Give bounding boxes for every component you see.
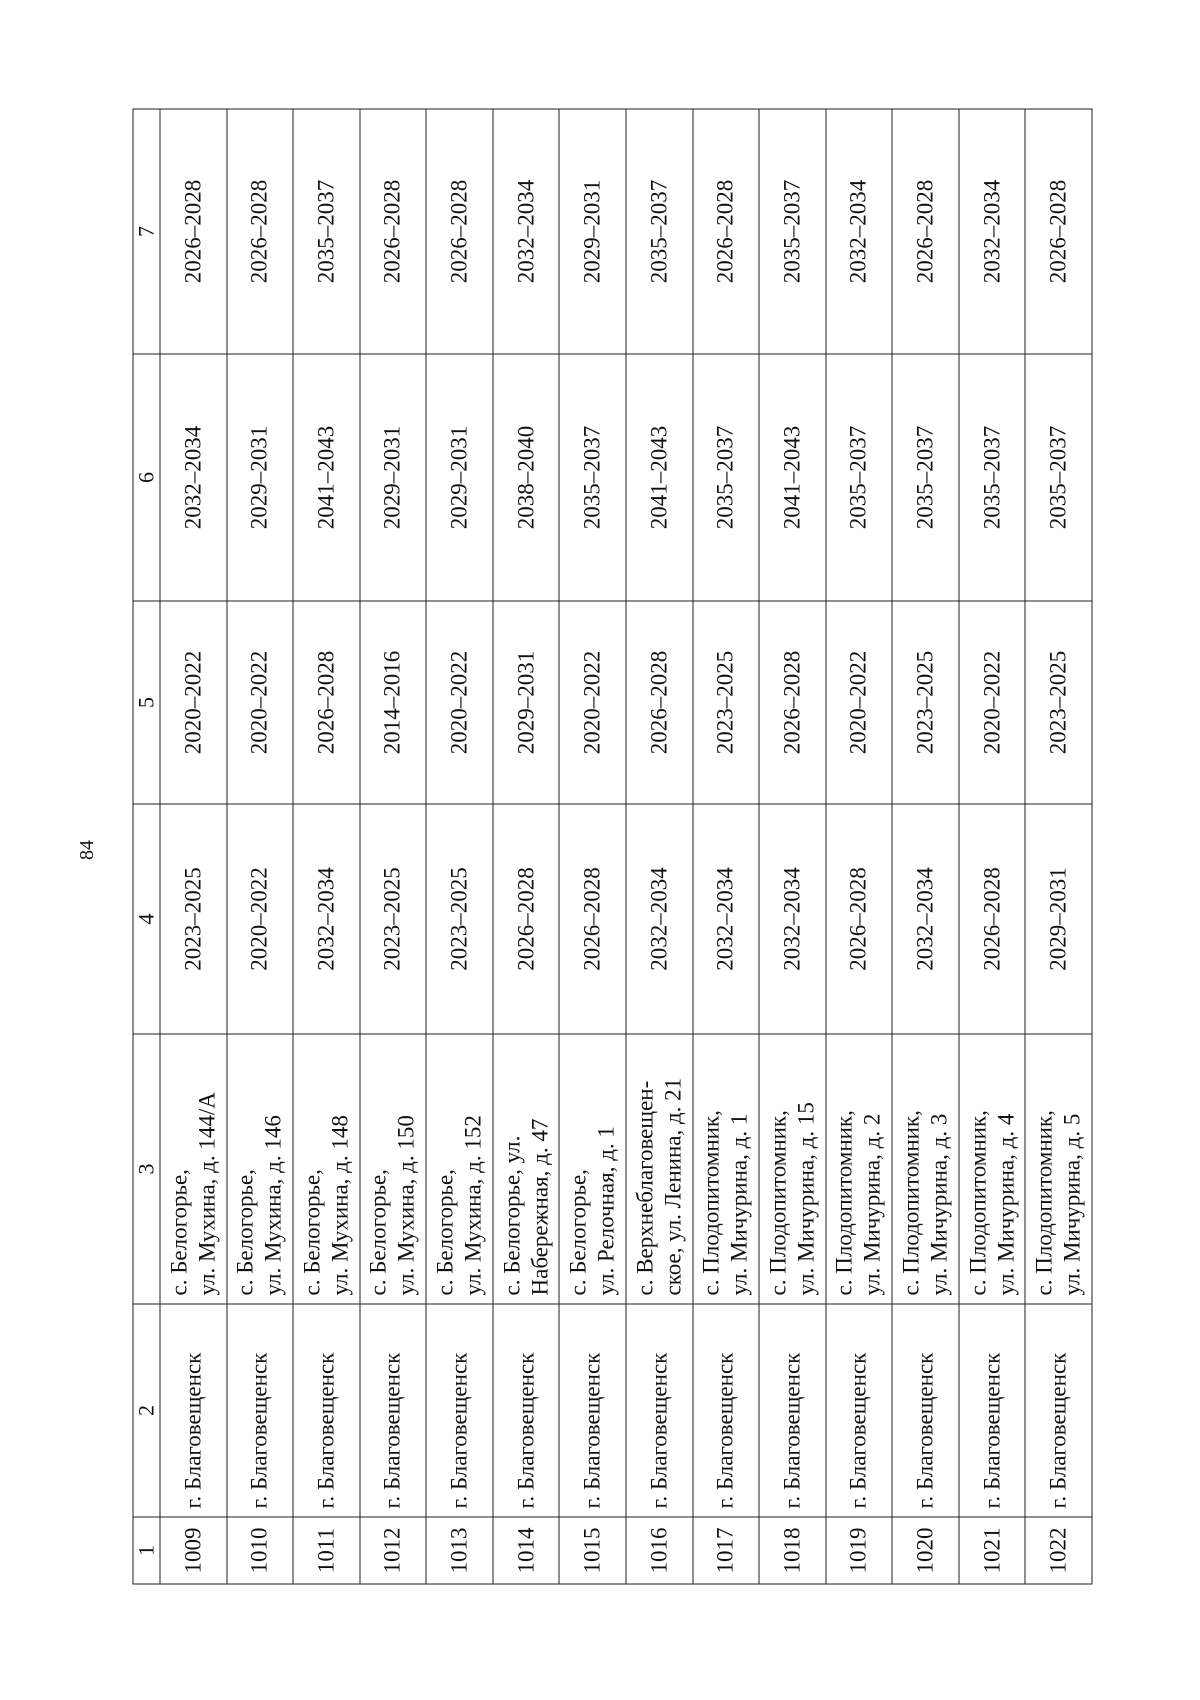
table-row xyxy=(692,109,759,1584)
address-cell xyxy=(426,1034,493,1304)
address-cell xyxy=(160,1034,227,1304)
table-row xyxy=(825,109,892,1584)
period-cell-col7: 2026–2028 xyxy=(892,109,959,354)
table-row xyxy=(1025,109,1092,1584)
period-cell-col4: 2023–2025 xyxy=(426,804,493,1034)
city-cell: г. Благовещенск xyxy=(160,1304,227,1517)
address-line: ул. Мухина, д. 150 xyxy=(393,1115,419,1296)
row-number-cell: 1014 xyxy=(492,1517,559,1584)
city-cell: г. Благовещенск xyxy=(892,1304,959,1517)
period-cell-col5: 2026–2028 xyxy=(625,601,692,804)
row-number-cell: 1013 xyxy=(426,1517,493,1584)
address-line: ул. Мичурина, д. 3 xyxy=(925,1113,951,1296)
address-cell xyxy=(759,1034,826,1304)
period-cell-col7: 2032–2034 xyxy=(492,109,559,354)
address-line: с. Плодопитомник, xyxy=(831,1110,857,1296)
address-line: с. Белогорье, xyxy=(298,1169,324,1296)
table-row xyxy=(226,109,293,1584)
address-line: Набережная, д. 47 xyxy=(526,1118,552,1296)
row-number-cell: 1009 xyxy=(160,1517,227,1584)
period-cell-col4: 2026–2028 xyxy=(559,804,626,1034)
address-line: ул. Мичурина, д. 4 xyxy=(992,1113,1018,1296)
period-cell-col7: 2026–2028 xyxy=(359,109,426,354)
address-cell xyxy=(825,1034,892,1304)
address-cell xyxy=(293,1034,360,1304)
row-number-cell: 1019 xyxy=(825,1517,892,1584)
address-line: ул. Мичурина, д. 15 xyxy=(792,1102,818,1296)
address-line: с. Белогорье, xyxy=(232,1169,258,1296)
address-line: с. Белогорье, ул. xyxy=(498,1135,524,1296)
address-line: с. Плодопитомник, xyxy=(764,1110,790,1296)
period-cell-col4: 2026–2028 xyxy=(492,804,559,1034)
address-line: ул. Мичурина, д. 2 xyxy=(859,1113,885,1296)
period-cell-col4: 2023–2025 xyxy=(359,804,426,1034)
period-cell-col5: 2020–2022 xyxy=(426,601,493,804)
row-number-cell: 1010 xyxy=(226,1517,293,1584)
address-line: ул. Мичурина, д. 5 xyxy=(1059,1113,1085,1296)
city-cell: г. Благовещенск xyxy=(359,1304,426,1517)
table-row xyxy=(492,109,559,1584)
period-cell-col6: 2041–2043 xyxy=(293,354,360,601)
period-cell-col5: 2014–2016 xyxy=(359,601,426,804)
table-header-row xyxy=(133,109,160,1584)
period-cell-col5: 2023–2025 xyxy=(692,601,759,804)
period-cell-col6: 2035–2037 xyxy=(692,354,759,601)
data-table xyxy=(132,109,1092,1585)
address-cell xyxy=(559,1034,626,1304)
address-cell xyxy=(692,1034,759,1304)
city-cell: г. Благовещенск xyxy=(759,1304,826,1517)
period-cell-col7: 2032–2034 xyxy=(825,109,892,354)
period-cell-col6: 2035–2037 xyxy=(559,354,626,601)
period-cell-col5: 2029–2031 xyxy=(492,601,559,804)
period-cell-col6: 2041–2043 xyxy=(759,354,826,601)
address-cell xyxy=(958,1034,1025,1304)
period-cell-col6: 2041–2043 xyxy=(625,354,692,601)
period-cell-col7: 2026–2028 xyxy=(1025,109,1092,354)
address-line: с. Белогорье, xyxy=(165,1169,191,1296)
address-line: с. Плодопитомник, xyxy=(897,1110,923,1296)
period-cell-col7: 2026–2028 xyxy=(160,109,227,354)
row-number-cell: 1016 xyxy=(625,1517,692,1584)
row-number-cell: 1017 xyxy=(692,1517,759,1584)
period-cell-col4: 2032–2034 xyxy=(759,804,826,1034)
column-header-7: 7 xyxy=(133,109,160,354)
address-line: с. Плодопитомник, xyxy=(698,1110,724,1296)
address-line: с. Белогорье, xyxy=(432,1169,458,1296)
page-number: 84 xyxy=(76,840,98,860)
table-row xyxy=(625,109,692,1584)
period-cell-col6: 2035–2037 xyxy=(958,354,1025,601)
column-header-5: 5 xyxy=(133,601,160,804)
row-number-cell: 1011 xyxy=(293,1517,360,1584)
period-cell-col4: 2032–2034 xyxy=(892,804,959,1034)
row-number-cell: 1018 xyxy=(759,1517,826,1584)
period-cell-col5: 2023–2025 xyxy=(1025,601,1092,804)
period-cell-col5: 2020–2022 xyxy=(226,601,293,804)
period-cell-col7: 2035–2037 xyxy=(759,109,826,354)
address-line: ул. Мухина, д. 148 xyxy=(326,1115,352,1296)
address-cell xyxy=(226,1034,293,1304)
address-line: ское, ул. Ленина, д. 21 xyxy=(659,1077,685,1296)
address-cell xyxy=(625,1034,692,1304)
period-cell-col7: 2032–2034 xyxy=(958,109,1025,354)
table-row xyxy=(359,109,426,1584)
period-cell-col5: 2026–2028 xyxy=(293,601,360,804)
city-cell: г. Благовещенск xyxy=(492,1304,559,1517)
period-cell-col5: 2020–2022 xyxy=(825,601,892,804)
period-cell-col4: 2020–2022 xyxy=(226,804,293,1034)
table-row xyxy=(293,109,360,1584)
period-cell-col4: 2026–2028 xyxy=(958,804,1025,1034)
address-line: с. Плодопитомник, xyxy=(964,1110,990,1296)
table-row xyxy=(759,109,826,1584)
address-line: с. Белогорье, xyxy=(565,1169,591,1296)
city-cell: г. Благовещенск xyxy=(426,1304,493,1517)
period-cell-col5: 2020–2022 xyxy=(160,601,227,804)
period-cell-col4: 2023–2025 xyxy=(160,804,227,1034)
address-line: ул. Релочная, д. 1 xyxy=(593,1126,619,1296)
row-number-cell: 1015 xyxy=(559,1517,626,1584)
column-header-6: 6 xyxy=(133,354,160,601)
city-cell: г. Благовещенск xyxy=(1025,1304,1092,1517)
period-cell-col4: 2032–2034 xyxy=(293,804,360,1034)
row-number-cell: 1020 xyxy=(892,1517,959,1584)
address-line: ул. Мичурина, д. 1 xyxy=(726,1113,752,1296)
city-cell: г. Благовещенск xyxy=(825,1304,892,1517)
period-cell-col6: 2032–2034 xyxy=(160,354,227,601)
address-line: ул. Мухина, д. 146 xyxy=(260,1115,286,1296)
table-row xyxy=(160,109,227,1584)
period-cell-col7: 2035–2037 xyxy=(293,109,360,354)
data-table-container xyxy=(132,110,1092,1585)
period-cell-col4: 2032–2034 xyxy=(625,804,692,1034)
row-number-cell: 1012 xyxy=(359,1517,426,1584)
address-cell xyxy=(492,1034,559,1304)
address-cell xyxy=(1025,1034,1092,1304)
period-cell-col4: 2029–2031 xyxy=(1025,804,1092,1034)
period-cell-col7: 2026–2028 xyxy=(226,109,293,354)
city-cell: г. Благовещенск xyxy=(625,1304,692,1517)
period-cell-col7: 2029–2031 xyxy=(559,109,626,354)
period-cell-col5: 2023–2025 xyxy=(892,601,959,804)
table-row xyxy=(958,109,1025,1584)
table-row xyxy=(426,109,493,1584)
period-cell-col6: 2038–2040 xyxy=(492,354,559,601)
address-line: с. Плодопитомник, xyxy=(1031,1110,1057,1296)
period-cell-col7: 2035–2037 xyxy=(625,109,692,354)
period-cell-col7: 2026–2028 xyxy=(692,109,759,354)
city-cell: г. Благовещенск xyxy=(692,1304,759,1517)
city-cell: г. Благовещенск xyxy=(559,1304,626,1517)
period-cell-col5: 2026–2028 xyxy=(759,601,826,804)
address-line: с. Верхнеблаговещен- xyxy=(631,1080,657,1296)
column-header-1: 1 xyxy=(133,1517,160,1584)
table-body xyxy=(160,109,1092,1584)
period-cell-col7: 2026–2028 xyxy=(426,109,493,354)
row-number-cell: 1021 xyxy=(958,1517,1025,1584)
address-line: с. Белогорье, xyxy=(365,1169,391,1296)
period-cell-col6: 2029–2031 xyxy=(359,354,426,601)
period-cell-col6: 2029–2031 xyxy=(226,354,293,601)
column-header-4: 4 xyxy=(133,804,160,1034)
address-cell xyxy=(892,1034,959,1304)
address-cell xyxy=(359,1034,426,1304)
column-header-2: 2 xyxy=(133,1304,160,1517)
address-line: ул. Мухина, д. 152 xyxy=(460,1115,486,1296)
table-row xyxy=(892,109,959,1584)
city-cell: г. Благовещенск xyxy=(226,1304,293,1517)
period-cell-col4: 2026–2028 xyxy=(825,804,892,1034)
city-cell: г. Благовещенск xyxy=(293,1304,360,1517)
period-cell-col4: 2032–2034 xyxy=(692,804,759,1034)
period-cell-col5: 2020–2022 xyxy=(559,601,626,804)
period-cell-col6: 2035–2037 xyxy=(825,354,892,601)
city-cell: г. Благовещенск xyxy=(958,1304,1025,1517)
row-number-cell: 1022 xyxy=(1025,1517,1092,1584)
address-line: ул. Мухина, д. 144/А xyxy=(193,1092,219,1296)
table-row xyxy=(559,109,626,1584)
period-cell-col6: 2029–2031 xyxy=(426,354,493,601)
column-header-3: 3 xyxy=(133,1034,160,1304)
period-cell-col5: 2020–2022 xyxy=(958,601,1025,804)
period-cell-col6: 2035–2037 xyxy=(892,354,959,601)
period-cell-col6: 2035–2037 xyxy=(1025,354,1092,601)
